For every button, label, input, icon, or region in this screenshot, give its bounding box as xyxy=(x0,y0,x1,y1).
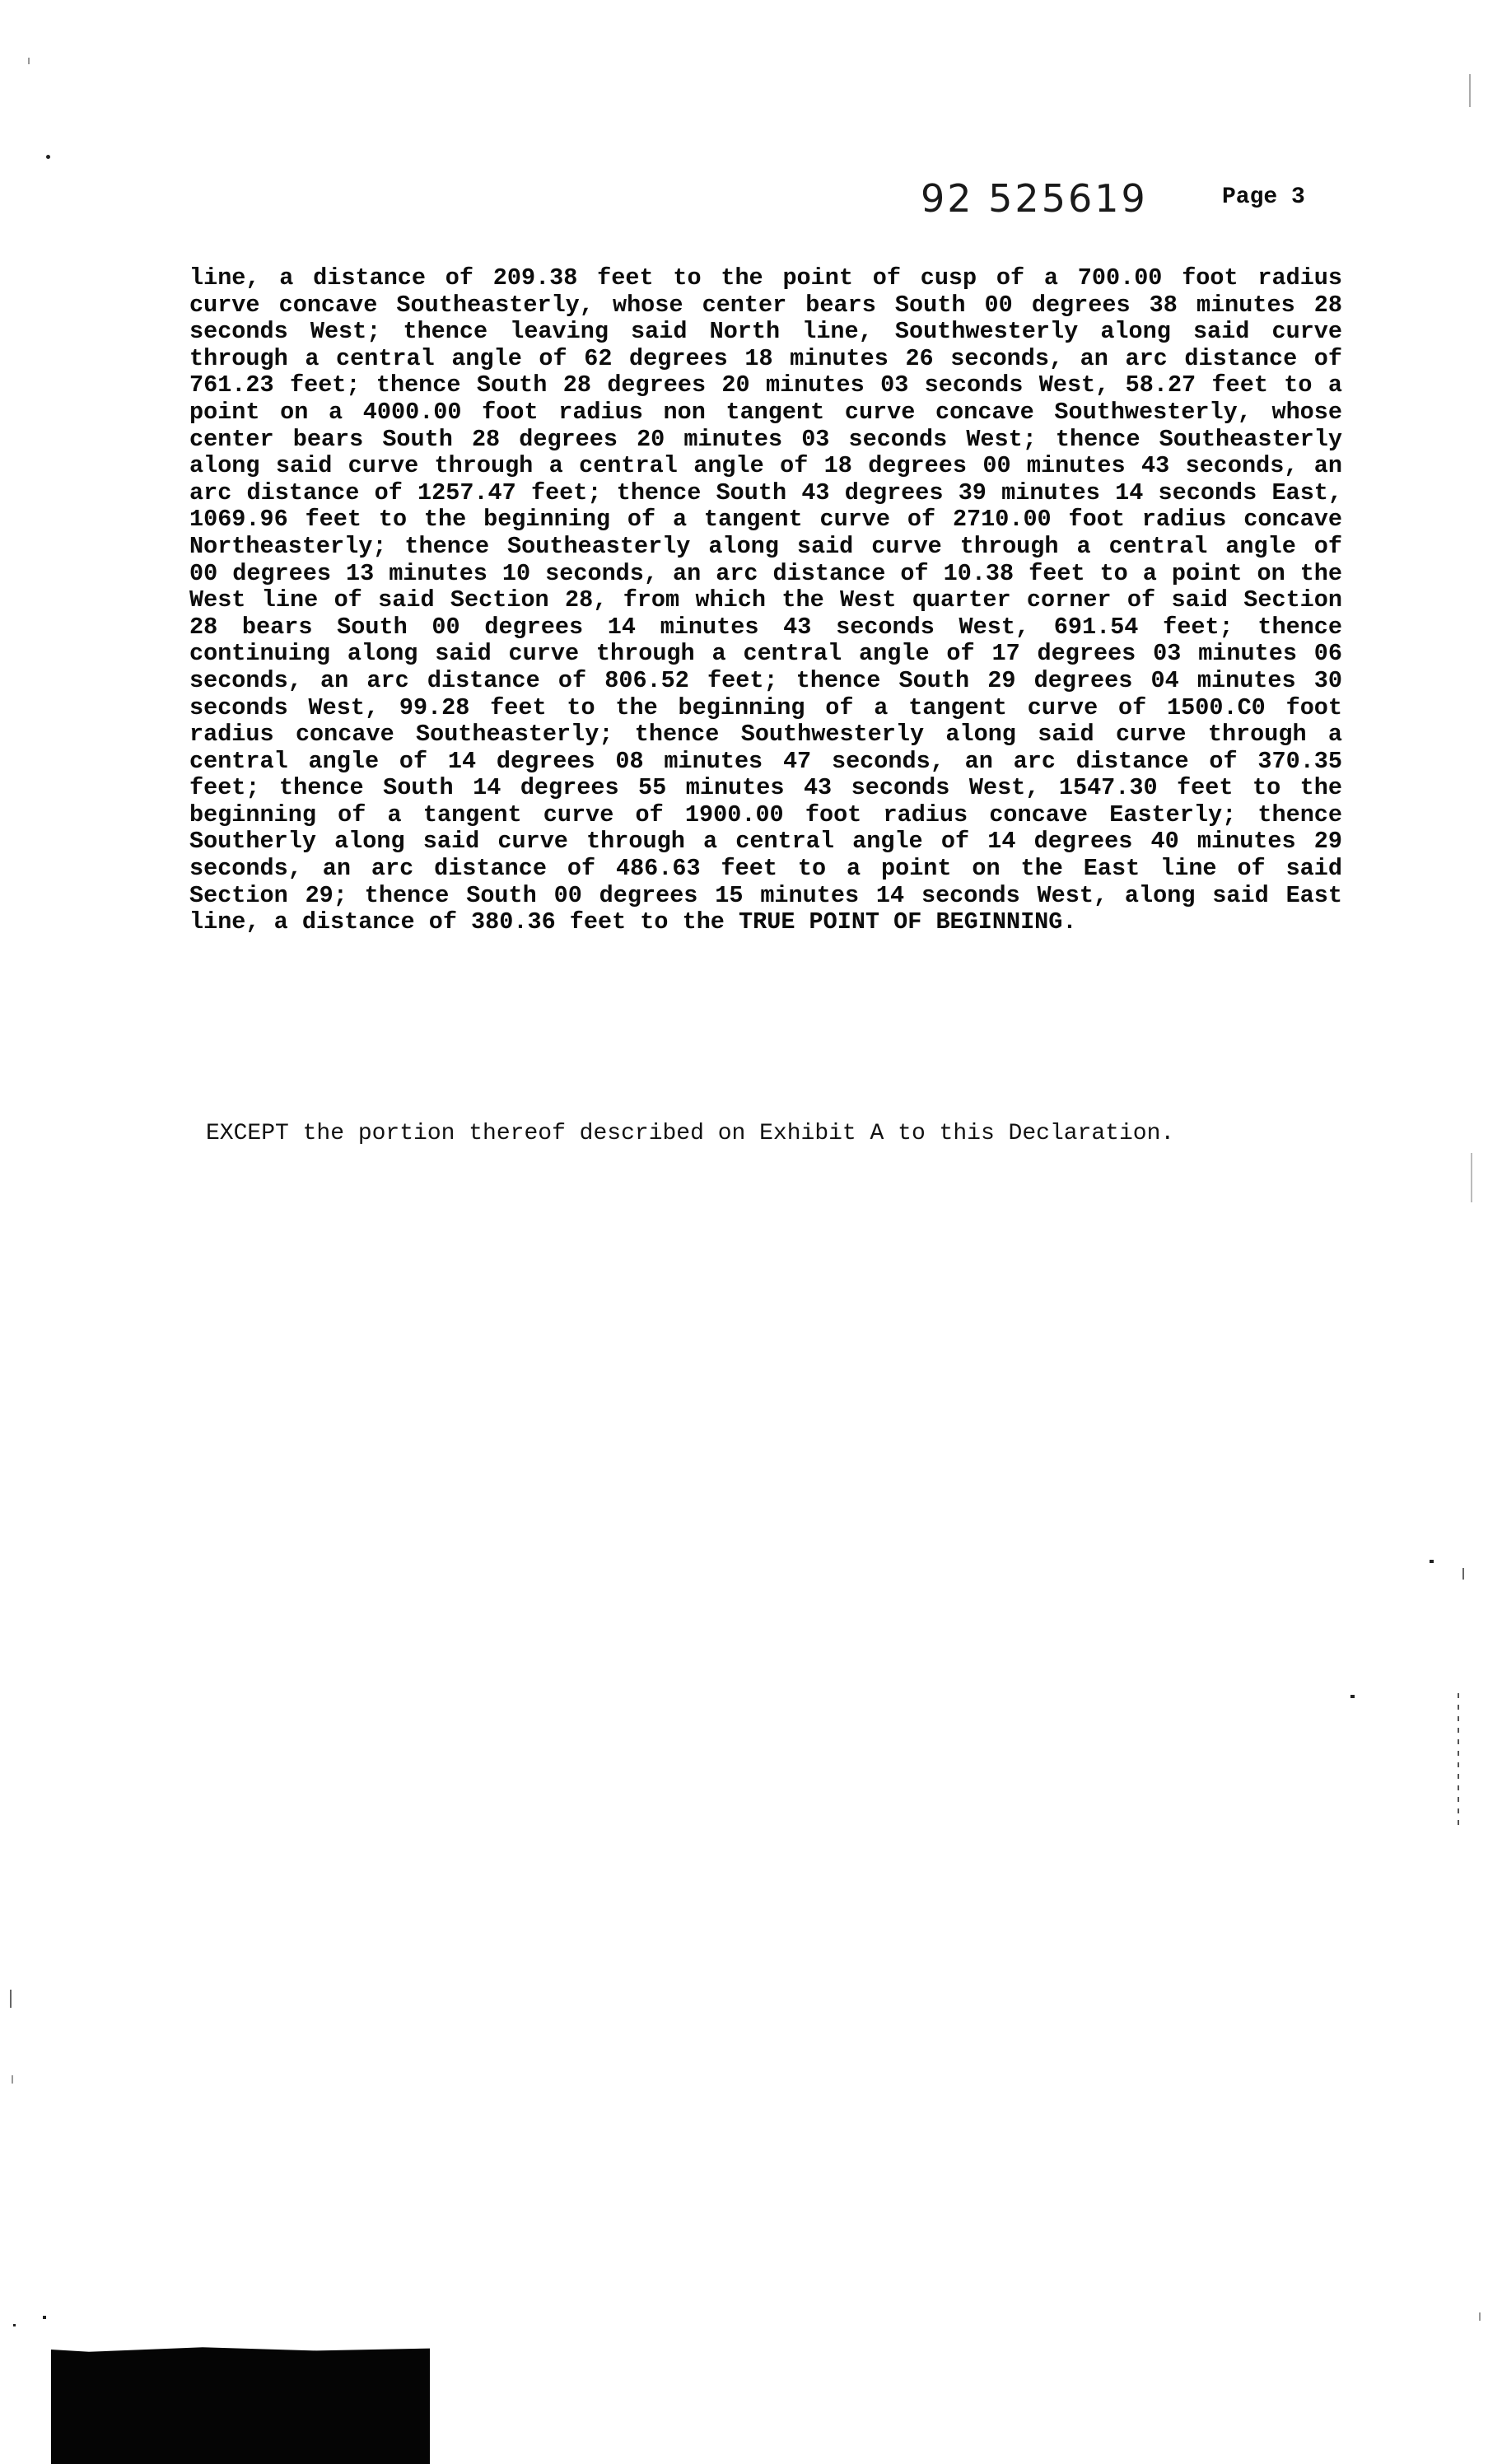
scan-speck xyxy=(1471,1153,1472,1202)
scan-speck xyxy=(46,155,50,159)
redaction-block xyxy=(51,2344,430,2464)
scan-speck xyxy=(10,1990,12,2008)
scan-speck xyxy=(1350,1695,1355,1698)
scan-speck xyxy=(1458,1693,1459,1825)
scan-speck xyxy=(43,2316,46,2319)
scan-speck xyxy=(1469,74,1471,107)
scan-speck xyxy=(28,58,30,64)
scan-speck xyxy=(13,2324,16,2326)
document-number: 92 525619 xyxy=(921,176,1148,221)
page-number-label: Page 3 xyxy=(1222,184,1305,210)
scan-speck xyxy=(1479,2312,1481,2321)
legal-description-paragraph: line, a distance of 209.38 feet to the point of cusp of a 700.00 foot radius curve concave Southeasterly, whose center bears South 00 degrees 38 minutes 28 seconds West; thence leaving said North line, Southwesterly along said curve through a central angle of 62 degrees 18 minutes 26 seconds, an arc distance of 761.23 feet; thence South 28 degrees 20 minutes 03 seconds West, 58.27 feet to a point on a 4000.00 foot radius non tangent curve concave Southwesterly, whose center bears South 28 degrees 20 minutes 03 seconds West; thence Southeasterly along said curve through a central angle of 18 degrees 00 minutes 43 seconds, an arc distance of 1257.47 feet; thence South 43 degrees 39 minutes 14 seconds East, 1069.96 feet to the beginning of a tangent curve of 2710.00 foot radius concave Northeasterly; thence Southeasterly along said curve through a central angle of 00 degrees 13 minutes 10 seconds, an arc distance of 10.38 feet to a point on the West line of said Section 28, from which the West quarter corner of said Section 28 bears South 00 degrees 14 minutes 43 seconds West, 691.54 feet; thence continuing along said curve through a central angle of 17 degrees 03 minutes 06 seconds, an arc distance of 806.52 feet; thence South 29 degrees 04 minutes 30 seconds West, 99.28 feet to the beginning of a tangent curve of 1500.C0 foot radius concave Southeasterly; thence Southwesterly along said curve through a central angle of 14 degrees 08 minutes 47 seconds, an arc distance of 370.35 feet; thence South 14 degrees 55 minutes 43 seconds West, 1547.30 feet to the beginning of a tangent curve of 1900.00 foot radius concave Easterly; thence Southerly along said curve through a central angle of 14 degrees 40 minutes 29 seconds, an arc distance of 486.63 feet to a point on the East line of said Section 29; thence South 00 degrees 15 minutes 14 seconds West, along said East line, a distance of 380.36 feet to the TRUE POINT OF BEGINNING. xyxy=(189,264,1342,936)
scan-speck xyxy=(1462,1568,1464,1580)
scan-speck xyxy=(1430,1560,1434,1563)
except-clause-paragraph: EXCEPT the portion thereof described on Exhibit A to this Declaration. xyxy=(206,1121,1175,1146)
scan-speck xyxy=(12,2075,13,2084)
